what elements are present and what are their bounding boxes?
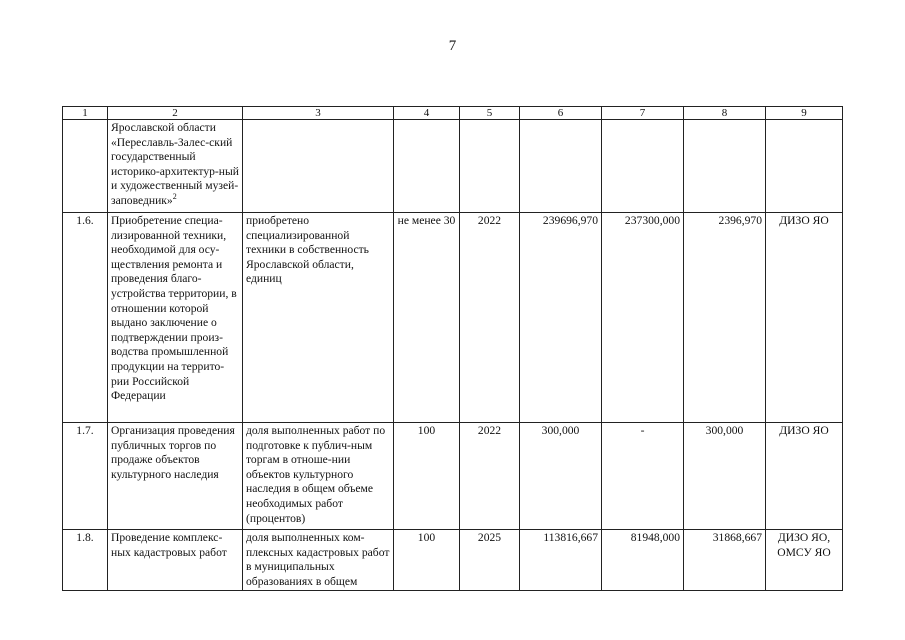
indicator-cell: приобретено специализированной техники в собственность Ярославской области, единиц bbox=[243, 213, 394, 423]
table-row bbox=[63, 213, 843, 423]
value-cell bbox=[394, 120, 460, 213]
year-cell bbox=[460, 120, 520, 213]
activity-name-cell bbox=[108, 120, 243, 213]
total-cell bbox=[520, 120, 602, 213]
row-number bbox=[63, 120, 108, 213]
activity-name: Организация проведения публичных торгов по продаже объектов культурного наследия bbox=[111, 424, 235, 481]
total-cell: 300,000 bbox=[520, 423, 602, 530]
federal-cell: - bbox=[602, 423, 684, 530]
header-cell: 6 bbox=[520, 107, 602, 120]
program-table bbox=[62, 106, 843, 591]
indicator-cell: доля выполненных ком-плексных кадастровых работ в муниципальных образованиях в общем bbox=[243, 530, 394, 591]
activity-name-cell bbox=[108, 423, 243, 530]
year-cell: 2022 bbox=[460, 213, 520, 423]
header-cell: 1 bbox=[63, 107, 108, 120]
value-cell: не менее 30 bbox=[394, 213, 460, 423]
regional-cell: 2396,970 bbox=[684, 213, 766, 423]
header-cell: 9 bbox=[766, 107, 843, 120]
regional-cell: 31868,667 bbox=[684, 530, 766, 591]
header-row bbox=[63, 107, 843, 120]
federal-cell: 237300,000 bbox=[602, 213, 684, 423]
year-cell: 2022 bbox=[460, 423, 520, 530]
table-row bbox=[63, 423, 843, 530]
table-row bbox=[63, 120, 843, 213]
regional-cell: 300,000 bbox=[684, 423, 766, 530]
row-number: 1.8. bbox=[63, 530, 108, 591]
year-cell: 2025 bbox=[460, 530, 520, 591]
footnote-mark: 2 bbox=[172, 192, 177, 202]
header-cell: 5 bbox=[460, 107, 520, 120]
activity-name-cell bbox=[108, 213, 243, 423]
row-number: 1.6. bbox=[63, 213, 108, 423]
value-cell: 100 bbox=[394, 530, 460, 591]
executor-cell bbox=[766, 120, 843, 213]
activity-name: Приобретение специа-лизированной техники, необходимой для осу-ществления ремонта и проведения благо-устройства территории, в отношении которой выдано заключение о подтверждении произ-водства промышленной продукции на террито-рии Российской Федерации bbox=[111, 214, 237, 403]
header-cell: 3 bbox=[243, 107, 394, 120]
value-cell: 100 bbox=[394, 423, 460, 530]
page-number: 7 bbox=[448, 38, 457, 54]
header-cell: 7 bbox=[602, 107, 684, 120]
federal-cell bbox=[602, 120, 684, 213]
row-number: 1.7. bbox=[63, 423, 108, 530]
activity-name: Ярославской области «Переславль-Залес-ский государственный историко-архитектур-ный и художественный музей-заповедник» bbox=[111, 121, 239, 207]
executor-cell: ДИЗО ЯО bbox=[766, 423, 843, 530]
indicator-cell: доля выполненных работ по подготовке к публич-ным торгам в отноше-нии объектов культурного наследия в общем объеме необходимых работ (процентов) bbox=[243, 423, 394, 530]
header-cell: 8 bbox=[684, 107, 766, 120]
table-row bbox=[63, 530, 843, 591]
executor-cell: ДИЗО ЯО, ОМСУ ЯО bbox=[766, 530, 843, 591]
federal-cell: 81948,000 bbox=[602, 530, 684, 591]
executor-cell: ДИЗО ЯО bbox=[766, 213, 843, 423]
regional-cell bbox=[684, 120, 766, 213]
total-cell: 239696,970 bbox=[520, 213, 602, 423]
activity-name: Проведение комплекс-ных кадастровых работ bbox=[111, 531, 227, 559]
activity-name-cell bbox=[108, 530, 243, 591]
header-cell: 4 bbox=[394, 107, 460, 120]
total-cell: 113816,667 bbox=[520, 530, 602, 591]
header-cell: 2 bbox=[108, 107, 243, 120]
indicator-cell bbox=[243, 120, 394, 213]
